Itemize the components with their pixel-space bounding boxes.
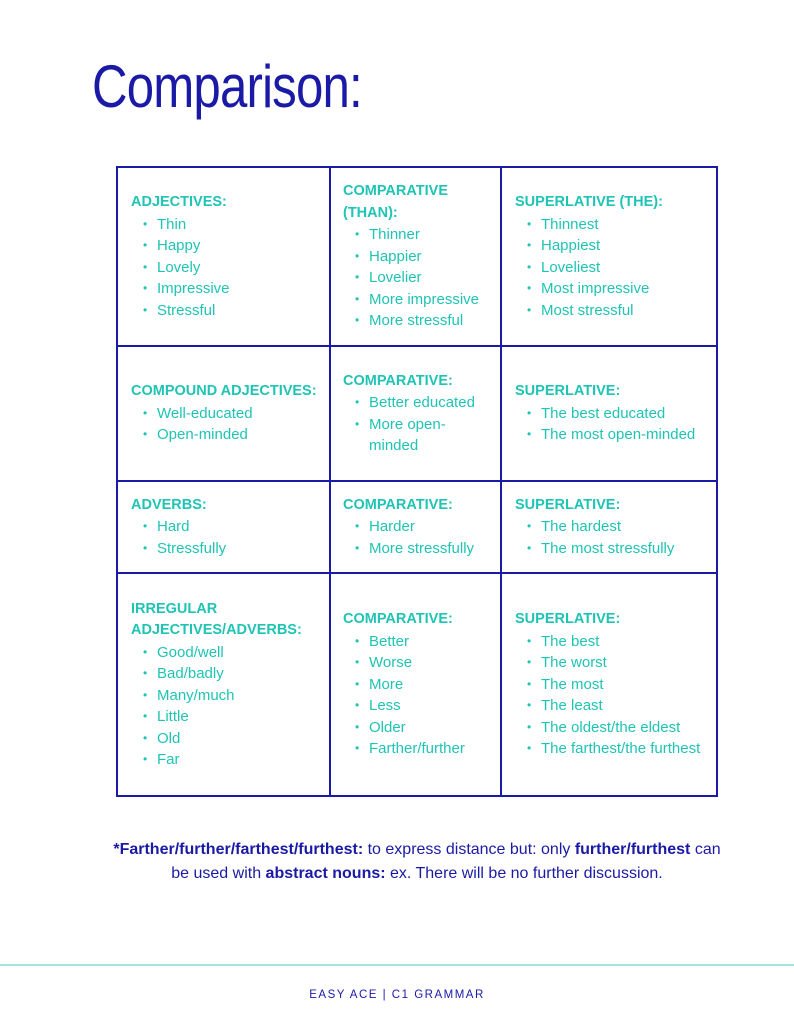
list-item: • Thinnest [527,214,706,236]
list-item: • The best educated [527,403,706,425]
list-item: • Old [143,728,319,750]
list-item: • Better educated [355,392,490,414]
list-item: • Little [143,706,319,728]
list-item: • The most stressfully [527,538,706,560]
list-item: • Stressfully [143,538,319,560]
list-item: • Far [143,749,319,771]
list-item: • Harder [355,516,490,538]
cell-heading: COMPARATIVE: [343,372,453,389]
cell-heading: SUPERLATIVE: [515,383,621,400]
page-title: Comparison: [92,53,362,120]
table-cell [117,481,330,573]
list-item: • Older [355,717,490,739]
cell-list [515,631,706,760]
list-item: • The hardest [527,516,706,538]
table-row [117,573,717,796]
cell-list [343,224,490,332]
list-item: • Happier [355,246,490,268]
table-row [117,167,717,346]
table-cell [117,573,330,796]
list-item: • Bad/badly [143,663,319,685]
list-item: • Better [355,631,490,653]
cell-heading: SUPERLATIVE: [515,611,621,628]
cell-list [131,214,319,322]
table-cell [117,167,330,346]
cell-list [343,631,490,760]
table-cell [117,346,330,481]
table-cell [330,346,501,481]
list-item: • More impressive [355,289,490,311]
list-item: • Well-educated [143,403,319,425]
table-row [117,346,717,481]
list-item: • More [355,674,490,696]
list-item: • Lovely [143,257,319,279]
cell-list [515,403,706,446]
note-term: further/furthest [574,841,691,858]
list-item: • Stressful [143,300,319,322]
note-term: abstract nouns: [265,864,386,882]
list-item: • The oldest/the eldest [527,717,706,739]
list-item: • More open-minded [355,414,490,457]
table-cell [501,167,717,346]
cell-list [131,642,319,771]
list-item: • The best [527,631,706,653]
list-item: • Most impressive [527,278,706,300]
cell-heading: COMPARATIVE (THAN): [343,183,448,221]
list-item: • Loveliest [527,257,706,279]
table-cell [330,167,501,346]
cell-heading: ADJECTIVES: [131,194,227,210]
list-item: • Good/well [143,642,319,664]
table-row [117,481,717,573]
list-item: • The most [527,674,706,696]
note-text: can be used with [171,841,721,882]
cell-heading: SUPERLATIVE: [515,496,621,513]
cell-list [515,516,706,559]
cell-heading: COMPOUND ADJECTIVES: [131,383,317,400]
list-item: • More stressfully [355,538,490,560]
note-text: ex. There will be no further discussion. [385,864,663,882]
list-item: • Thinner [355,224,490,246]
list-item: • Thin [143,214,319,236]
table-cell [501,481,717,573]
list-item: • Impressive [143,278,319,300]
table-cell [501,346,717,481]
footer-text: EASY ACE | C1 GRAMMAR [309,989,485,1001]
table-cell [330,481,501,573]
cell-list [343,392,490,457]
list-item: • Lovelier [355,267,490,289]
footer-divider [0,964,794,966]
note-term: *Farther/further/farthest/furthest: [113,841,364,858]
cell-list [131,403,319,446]
list-item: • More stressful [355,310,490,332]
footnote [110,838,724,885]
list-item: • Worse [355,652,490,674]
cell-list [515,214,706,322]
table-cell [501,573,717,796]
list-item: • Many/much [143,685,319,707]
cell-heading: ADVERBS: [131,496,207,513]
cell-heading: COMPARATIVE: [343,611,453,628]
comparison-table [116,166,718,797]
list-item: • Happy [143,235,319,257]
cell-list [343,516,490,559]
list-item: • Farther/further [355,738,490,760]
note-text: to express distance but: only [363,841,575,858]
table-cell [330,573,501,796]
cell-heading: COMPARATIVE: [343,496,453,513]
list-item: • Open-minded [143,424,319,446]
list-item: • Less [355,695,490,717]
list-item: • Most stressful [527,300,706,322]
list-item: • Hard [143,516,319,538]
list-item: • The farthest/the furthest [527,738,706,760]
cell-heading: IRREGULAR ADJECTIVES/ADVERBS: [131,600,302,638]
cell-heading: SUPERLATIVE (THE): [515,194,663,210]
list-item: • Happiest [527,235,706,257]
cell-list [131,516,319,559]
list-item: • The worst [527,652,706,674]
list-item: • The most open-minded [527,424,706,446]
list-item: • The least [527,695,706,717]
